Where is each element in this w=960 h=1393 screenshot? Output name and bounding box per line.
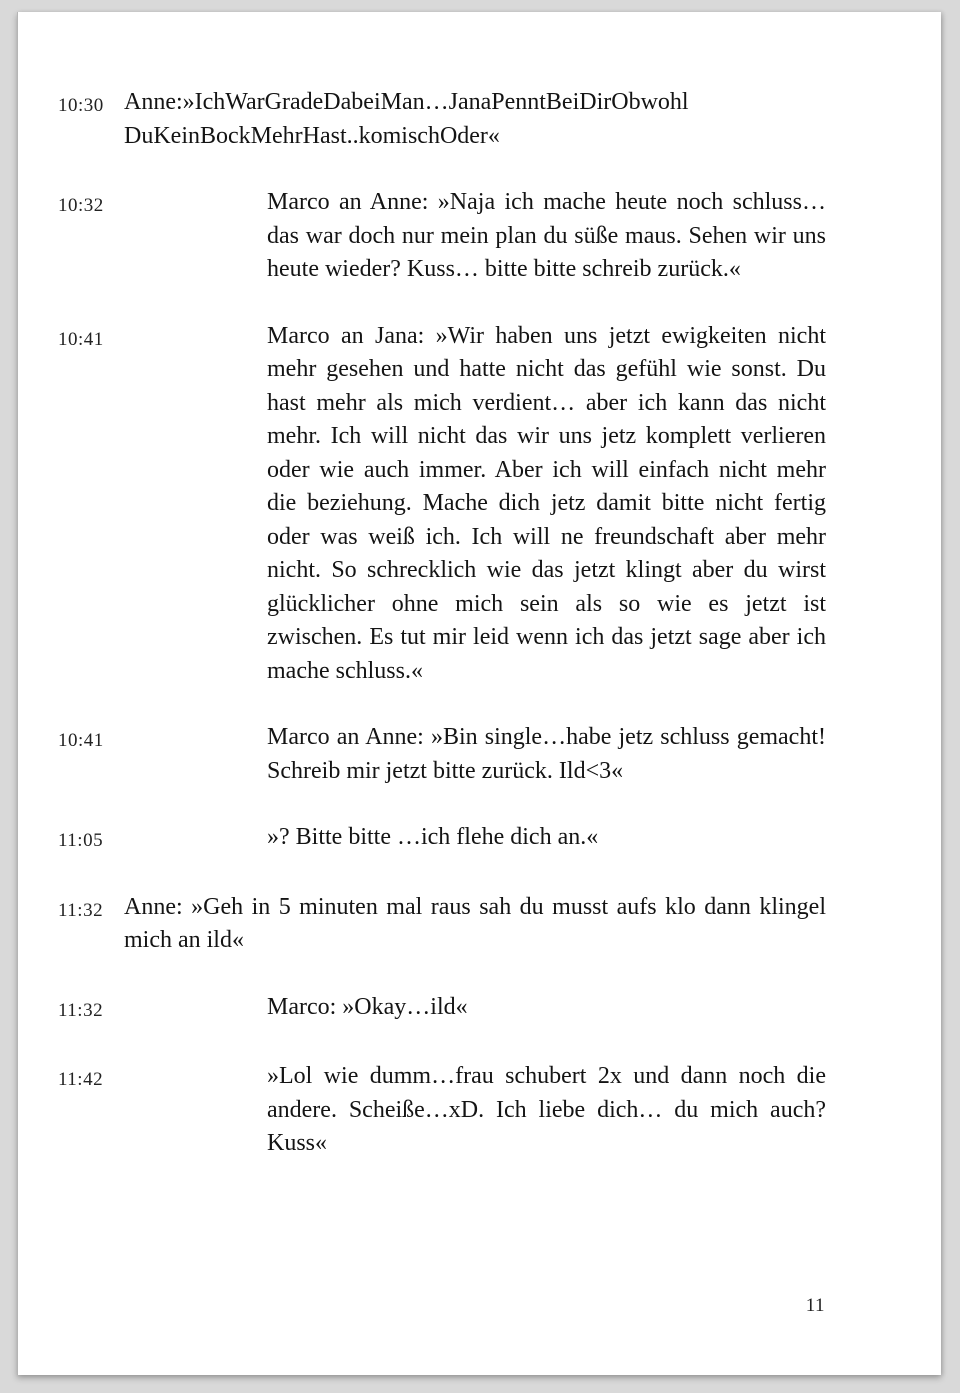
message-timestamp: 11:05 — [58, 830, 104, 851]
message-timestamp: 10:30 — [58, 95, 104, 116]
message-text: Marco an Anne: »Bin single…habe jetz schluss gemacht! Schreib mir jetzt bitte zurück. Ild<3« — [267, 724, 826, 784]
message-timestamp: 10:32 — [58, 195, 104, 216]
message-row — [18, 891, 941, 958]
message-timestamp: 11:32 — [58, 999, 104, 1021]
message-text: Anne: »Geh in 5 minuten mal raus sah du musst aufs klo dann klingel mich an ild« — [124, 893, 826, 953]
message-text: »Lol wie dumm…frau schubert 2x und dann noch die andere. Scheiße…xD. Ich liebe dich… du mich auch? Kuss« — [267, 1063, 826, 1156]
message-timestamp: 10:41 — [58, 730, 104, 751]
message-timestamp: 11:32 — [58, 899, 104, 921]
message-text: Anne:»IchWarGradeDabeiMan…JanaPenntBeiDirObwohl DuKeinBockMehrHast..komischOder« — [124, 89, 689, 149]
message-row — [18, 86, 941, 153]
message-text: Marco an Jana: »Wir haben uns jetzt ewigkeiten nicht mehr gesehen und hatte nicht das gefühl wie sonst. Du hast mehr als mich verdient… aber ich kann das nicht mehr. Ich will nicht das wir uns jetz komplett verlieren oder wie auch immer. Aber ich will einfach nicht mehr die beziehung. Mache dich jetz damit bitte nicht fertig oder was weiß ich. Ich will ne freundschaft aber mehr nicht. So schrecklich wie das jetzt klingt aber du wirst glücklicher ohne mich sein als so wie es jetzt ist zwischen. Es tut mir leid wenn ich das jetzt sage aber ich mache schluss.« — [267, 322, 826, 684]
message-text: »? Bitte bitte …ich flehe dich an.« — [267, 824, 599, 850]
message-row — [18, 821, 941, 858]
message-row — [18, 320, 941, 689]
message-row — [18, 991, 941, 1028]
page-number: 11 — [805, 1295, 825, 1316]
message-timestamp: 11:42 — [58, 1069, 104, 1090]
message-text: Marco an Anne: »Naja ich mache heute noch schluss…das war doch nur mein plan du süße maus. Sehen wir uns heute wieder? Kuss… bitte bitte schreib zurück.« — [267, 189, 826, 282]
message-timestamp: 10:41 — [58, 328, 104, 350]
message-row — [18, 1060, 941, 1161]
message-row — [18, 186, 941, 287]
book-page — [17, 12, 941, 1375]
message-row — [18, 721, 941, 788]
message-text: Marco: »Okay…ild« — [267, 993, 468, 1020]
